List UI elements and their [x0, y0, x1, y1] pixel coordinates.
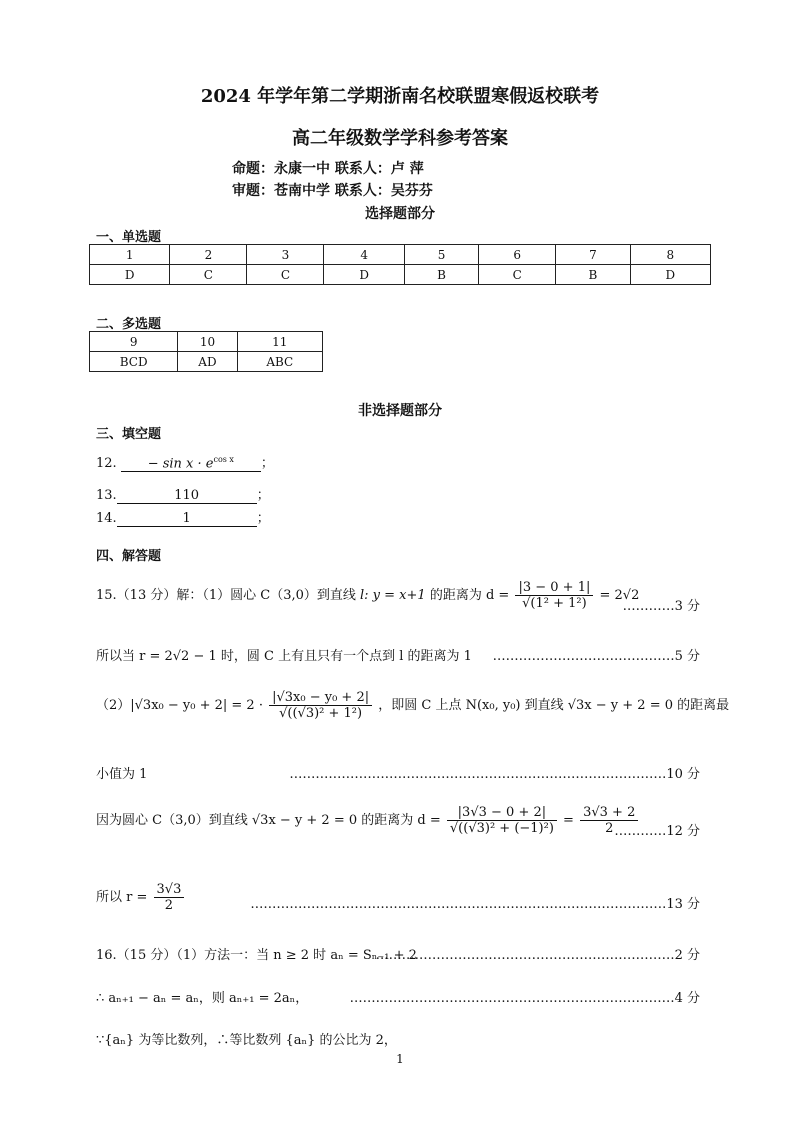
- q14-line: 14. 1 ；: [96, 511, 270, 526]
- table-cell: 2: [170, 245, 247, 265]
- score-label: …………12 分: [614, 824, 700, 839]
- q13-number: 13.: [96, 488, 117, 503]
- reviewer-line: 审题：苍南中学 联系人：吴芬芬: [232, 183, 433, 199]
- q16-line-3: ∵{aₙ} 为等比数列，∴等比数列 {aₙ} 的公比为 2，: [96, 1033, 397, 1048]
- q12-number: 12.: [96, 456, 117, 471]
- table-cell: C: [170, 265, 247, 285]
- document-subtitle: 高二年级数学学科参考答案: [292, 128, 508, 149]
- table-cell: D: [630, 265, 710, 285]
- table-cell: C: [247, 265, 324, 285]
- multi-choice-number-row: [90, 332, 323, 352]
- result-fraction: $\frac{3√3 + 2}{2}$: [580, 805, 638, 836]
- q15-line-1: 15.（13 分）解：（1）圆心 C（3,0）到直线 l: y = x+1 的距离为 d = $\frac{|3 - 0 + 1|}{\text{√(1² + 1²)}}$ = 2√2: [96, 580, 640, 611]
- multi-choice-table: [89, 331, 323, 372]
- solutions-heading: 四、解答题: [96, 549, 162, 564]
- table-cell: 11: [237, 332, 322, 352]
- q15-line-3: （2）|√3x₀ − y₀ + 2| = 2 · $\frac{\text{|√3x₀ − y₀ + 2|}}{\text{√((√3)² + 1²)}}$ ，即圆 C 上点 N(x₀, y₀) 到直线 √3x − y + 2 = 0 的距离最: [96, 690, 730, 721]
- table-cell: D: [324, 265, 404, 285]
- table-cell: 8: [630, 245, 710, 265]
- single-choice-heading: 一、单选题: [96, 230, 162, 245]
- q16-line-1: 16.（15 分）（1）方法一：当 n ≥ 2 时 aₙ = Sₙ₋₁ + 2: [96, 948, 417, 963]
- table-cell: 10: [178, 332, 237, 352]
- q13-line: 13. 110 ；: [96, 488, 270, 503]
- q15-line-2: 所以当 r = 2√2 − 1 时，圆 C 上有且只有一个点到 l 的距离为 1: [96, 649, 472, 664]
- part-choice-heading: 选择题部分: [365, 206, 435, 222]
- table-cell: 5: [404, 245, 478, 265]
- multi-choice-answer-row: [90, 352, 323, 372]
- table-cell: C: [479, 265, 556, 285]
- distance-fraction: $\frac{|3√3 - 0 + 2|}{\text{√((√3)² + (−1)²)}}$: [447, 805, 557, 836]
- table-cell: B: [404, 265, 478, 285]
- score-label: …………………………………………………………………4 分: [349, 991, 700, 1006]
- q14-number: 14.: [96, 511, 117, 526]
- document-title: 2024 年学年第二学期浙南名校联盟寒假返校联考: [200, 86, 600, 107]
- table-cell: D: [90, 265, 170, 285]
- score-label: …………3 分: [622, 599, 700, 614]
- table-cell: BCD: [90, 352, 178, 372]
- table-cell: 1: [90, 245, 170, 265]
- fill-blank-heading: 三、填空题: [96, 427, 162, 442]
- q15-line-6: 所以 r = $\frac{3√3}{2}$: [96, 882, 186, 913]
- q16-line-2: ∴ aₙ₊₁ − aₙ = aₙ，则 aₙ₊₁ = 2aₙ，: [96, 991, 309, 1006]
- radius-fraction: $\frac{3√3}{2}$: [154, 882, 185, 913]
- distance-fraction: $\frac{|3 - 0 + 1|}{\text{√(1² + 1²)}}$: [515, 580, 593, 611]
- table-cell: 3: [247, 245, 324, 265]
- table-cell: B: [556, 265, 630, 285]
- q15-line-5: 因为圆心 C（3,0）到直线 √3x − y + 2 = 0 的距离为 d = $\frac{|3√3 - 0 + 2|}{\text{√((√3)² + (−1)²)}}$ = $\frac{3√3 + 2}{2}$: [96, 805, 640, 836]
- distance-fraction: $\frac{\text{|√3x₀ − y₀ + 2|}}{\text{√((√3)² + 1²)}}$: [269, 690, 372, 721]
- single-choice-table: [89, 244, 711, 285]
- table-cell: ABC: [237, 352, 322, 372]
- table-cell: 6: [479, 245, 556, 265]
- proposer-line: 命题：永康一中 联系人：卢 萍: [232, 161, 424, 177]
- single-choice-answer-row: [90, 265, 711, 285]
- score-label: ……………………………………………………………2 分: [375, 948, 700, 963]
- q14-answer: 1: [117, 511, 257, 527]
- q15-line-4: 小值为 1: [96, 767, 148, 782]
- single-choice-number-row: [90, 245, 711, 265]
- table-cell: AD: [178, 352, 237, 372]
- q12-line: 12. − $\sin x \cdot e^{cos x}$ ；: [96, 454, 274, 471]
- table-cell: 7: [556, 245, 630, 265]
- q13-answer: 110: [117, 488, 257, 504]
- score-label: ……………………………………………………………………………10 分: [289, 767, 700, 782]
- page-number: 1: [396, 1052, 404, 1066]
- score-label: ……………………………………5 分: [492, 649, 700, 664]
- table-cell: 4: [324, 245, 404, 265]
- score-label: ……………………………………………………………………………………13 分: [250, 897, 700, 912]
- q12-answer: − $\sin x \cdot e^{cos x}$: [121, 455, 261, 472]
- multi-choice-heading: 二、多选题: [96, 317, 162, 332]
- table-cell: 9: [90, 332, 178, 352]
- part-nonchoice-heading: 非选择题部分: [358, 403, 442, 419]
